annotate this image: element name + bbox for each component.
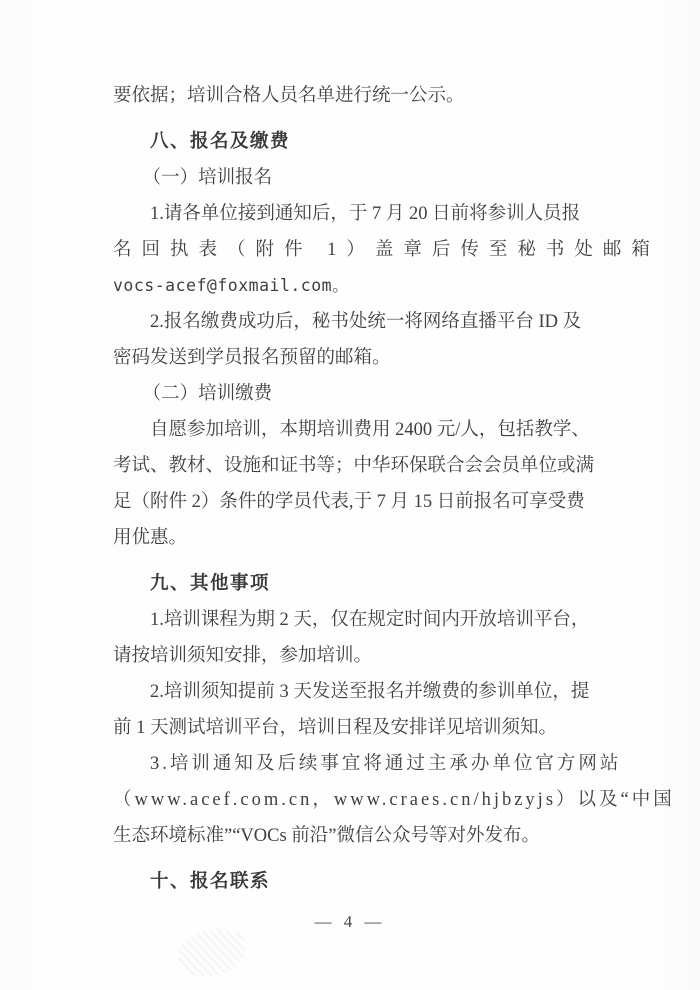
subsection-heading-2: （二）培训缴费 — [142, 384, 273, 404]
paragraph-line: 2.培训须知提前 3 天发送至报名并缴费的参训单位，提 — [150, 682, 590, 702]
paragraph-line: 前 1 天测试培训平台，培训日程及安排详见培训须知。 — [113, 718, 558, 738]
paragraph-line: 考试、教材、设施和证书等；中华环保联合会会员单位或满 — [113, 456, 595, 476]
section-heading-10: 十、报名联系 — [150, 872, 271, 892]
paragraph-line: 1.请各单位接到通知后，于 7 月 20 日前将参训人员报 — [150, 204, 581, 224]
document-body — [113, 78, 675, 900]
paragraph-line: 自愿参加培训，本期培训费用 2400 元/人，包括教学、 — [150, 420, 590, 440]
subsection-heading-1: （一）培训报名 — [142, 168, 273, 188]
paragraph-line: 3.培训通知及后续事宜将通过主承办单位官方网站 — [150, 754, 622, 774]
scan-smudge — [175, 925, 249, 980]
section-heading-9: 九、其他事项 — [150, 574, 271, 594]
paragraph-line: 名回执表（附件 1）盖章后传至秘书处邮箱 — [113, 240, 660, 260]
paragraph-line: 足（附件 2）条件的学员代表,于 7 月 15 日前报名可享受费 — [113, 492, 585, 512]
paragraph-continuation: 要依据；培训合格人员名单进行统一公示。 — [113, 86, 465, 106]
paragraph-line: 用优惠。 — [113, 528, 188, 548]
paragraph-line: 生态环境标准”“VOCs 前沿”微信公众号等对外发布。 — [113, 826, 541, 846]
page-number: — 4 — — [314, 912, 386, 931]
paragraph-line: 2.报名缴费成功后，秘书处统一将网络直播平台 ID 及 — [150, 312, 582, 332]
email-address: vocs-acef@foxmail.com。 — [113, 276, 350, 295]
paragraph-line: 1.培训课程为期 2 天，仅在规定时间内开放培训平台， — [150, 610, 590, 630]
paragraph-line: 密码发送到学员报名预留的邮箱。 — [113, 348, 391, 368]
section-heading-8: 八、报名及缴费 — [150, 132, 291, 152]
paragraph-line: 请按培训须知安排，参加培训。 — [113, 646, 373, 666]
paragraph-line: （www.acef.com.cn，www.craes.cn/hjbzyjs）以及“中国 — [113, 790, 675, 810]
